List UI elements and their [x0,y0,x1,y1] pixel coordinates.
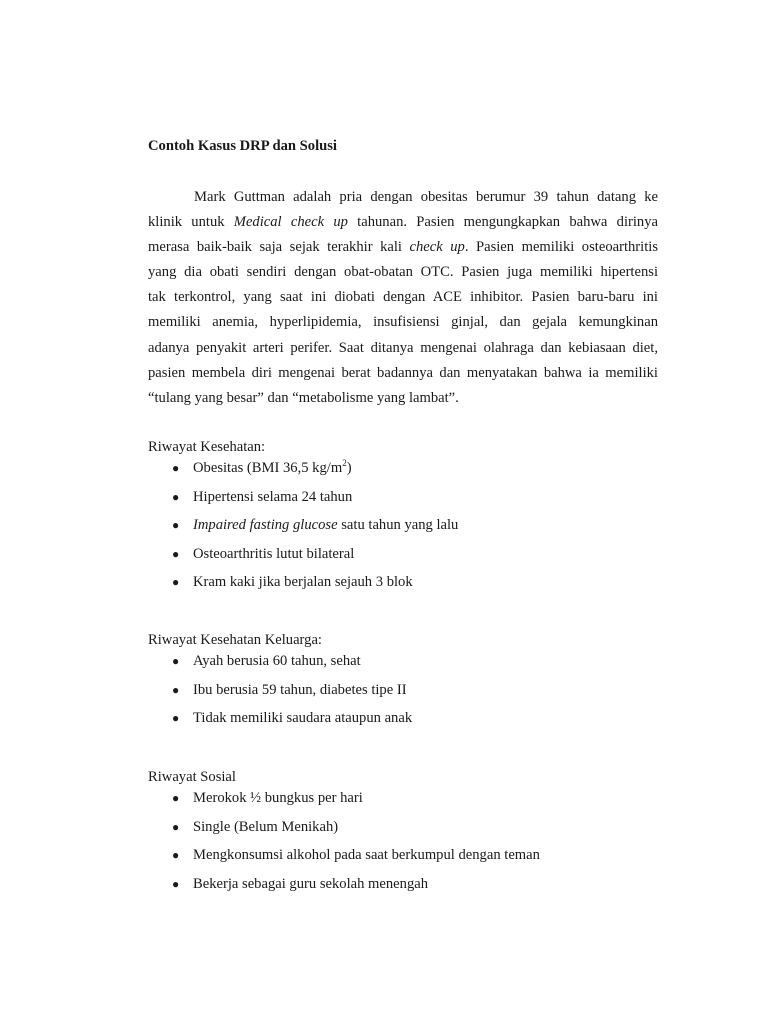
list-item-text [193,679,407,701]
text-run: Tidak memiliki saudara ataupun anak [193,710,413,726]
riwayat-kesehatan-list [148,457,668,600]
text-run: “tulang yang besar” dan “metabolisme yang lambat”. [148,389,459,406]
text-run: adanya penyakit arteri perifer. Saat ditanya mengenai olahraga dan kebiasaan diet, [148,339,658,356]
riwayat-sosial-list [148,787,668,901]
section-heading: Riwayat Kesehatan: [148,439,266,455]
paragraph-line [148,186,658,211]
text-run: Single (Belum Menikah) [193,818,339,835]
bullet-icon: ● [172,461,180,475]
text-run: Mark Guttman adalah pria dengan obesitas berumur 39 tahun datang ke [194,189,658,205]
paragraph-line [148,236,658,261]
list-item-text [193,543,354,565]
superscript-text: 2 [342,458,347,469]
bullet-icon: ● [172,546,180,561]
list-item-text [193,457,352,479]
list-item [148,873,668,902]
text-run: . Pasien memiliki osteoarthritis [464,239,658,256]
bullet-icon: ● [172,682,180,697]
list-item-text [193,571,413,593]
list-item-text [193,873,428,895]
list-item [148,543,668,572]
document-title: Contoh Kasus DRP dan Solusi [148,138,337,154]
bullet-icon: ● [172,711,180,725]
paragraph-line [148,337,658,362]
text-run: merasa baik-baik saja sejak terakhir kali [148,239,410,256]
text-run: Mengkonsumsi alkohol pada saat berkumpul dengan teman [193,847,540,863]
paragraph-line [148,261,658,286]
text-run: tahunan. Pasien mengungkapkan bahwa dirinya [347,214,658,231]
list-item-text [193,514,458,536]
text-run: Ayah berusia 60 tahun, sehat [193,653,361,669]
text-run: Obesitas (BMI 36,5 kg/m [193,460,343,476]
list-item [148,650,668,679]
bullet-icon: ● [172,819,180,834]
text-run: yang dia obati sendiri dengan obat-obatan OTC. Pasien juga memiliki hipertensi [148,264,658,281]
text-run: memiliki anemia, hyperlipidemia, insufisiensi ginjal, dan gejala kemungkinan [148,314,658,331]
bullet-icon: ● [172,876,180,891]
bullet-icon: ● [172,654,180,668]
text-run: Ibu berusia 59 tahun, diabetes tipe II [193,681,407,698]
section-heading: Riwayat Kesehatan Keluarga: [148,632,322,648]
list-item-text [193,486,352,508]
paragraph-line [148,362,658,387]
list-item [148,844,668,873]
italic-text: Impaired fasting glucose [193,517,338,533]
case-paragraph [148,186,658,412]
section-heading: Riwayat Sosial [148,769,236,785]
list-item [148,816,668,845]
italic-text: Medical check up [233,214,348,231]
list-item [148,457,668,486]
bullet-icon: ● [172,575,180,589]
list-item [148,707,668,736]
text-run: Kram kaki jika berjalan sejauh 3 blok [193,574,413,590]
italic-text: check up [409,239,465,256]
paragraph-line [148,311,658,336]
list-item-text [193,650,361,672]
text-run: Osteoarthritis lutut bilateral [193,545,355,562]
section-riwayat-sosial [148,767,668,901]
text-run: Hipertensi selama 24 tahun [193,488,353,505]
text-run: pasien membela diri mengenai berat badannya dan menyatakan bahwa ia memiliki [148,364,658,381]
list-item-text [193,707,412,729]
section-riwayat-keluarga [148,630,668,736]
list-item [148,486,668,515]
section-riwayat-kesehatan [148,437,668,600]
list-item-text [193,844,540,866]
paragraph-line [148,211,658,236]
list-item-text [193,787,363,809]
bullet-icon: ● [172,791,180,805]
list-item-text [193,816,338,838]
list-item [148,571,668,600]
paragraph-line [148,387,658,412]
text-run: satu tahun yang lalu [337,517,459,533]
riwayat-keluarga-list [148,650,668,736]
bullet-icon: ● [172,518,180,532]
list-item [148,514,668,543]
paragraph-line [148,286,658,311]
text-run: klinik untuk [148,214,234,231]
text-run: tak terkontrol, yang saat ini diobati dengan ACE inhibitor. Pasien baru-baru ini [148,289,658,306]
bullet-icon: ● [172,489,180,504]
bullet-icon: ● [172,848,180,862]
text-run: Bekerja sebagai guru sekolah menengah [193,875,429,892]
list-item [148,787,668,816]
list-item [148,679,668,708]
text-run: Merokok ½ bungkus per hari [193,790,363,806]
text-run: ) [346,460,352,476]
